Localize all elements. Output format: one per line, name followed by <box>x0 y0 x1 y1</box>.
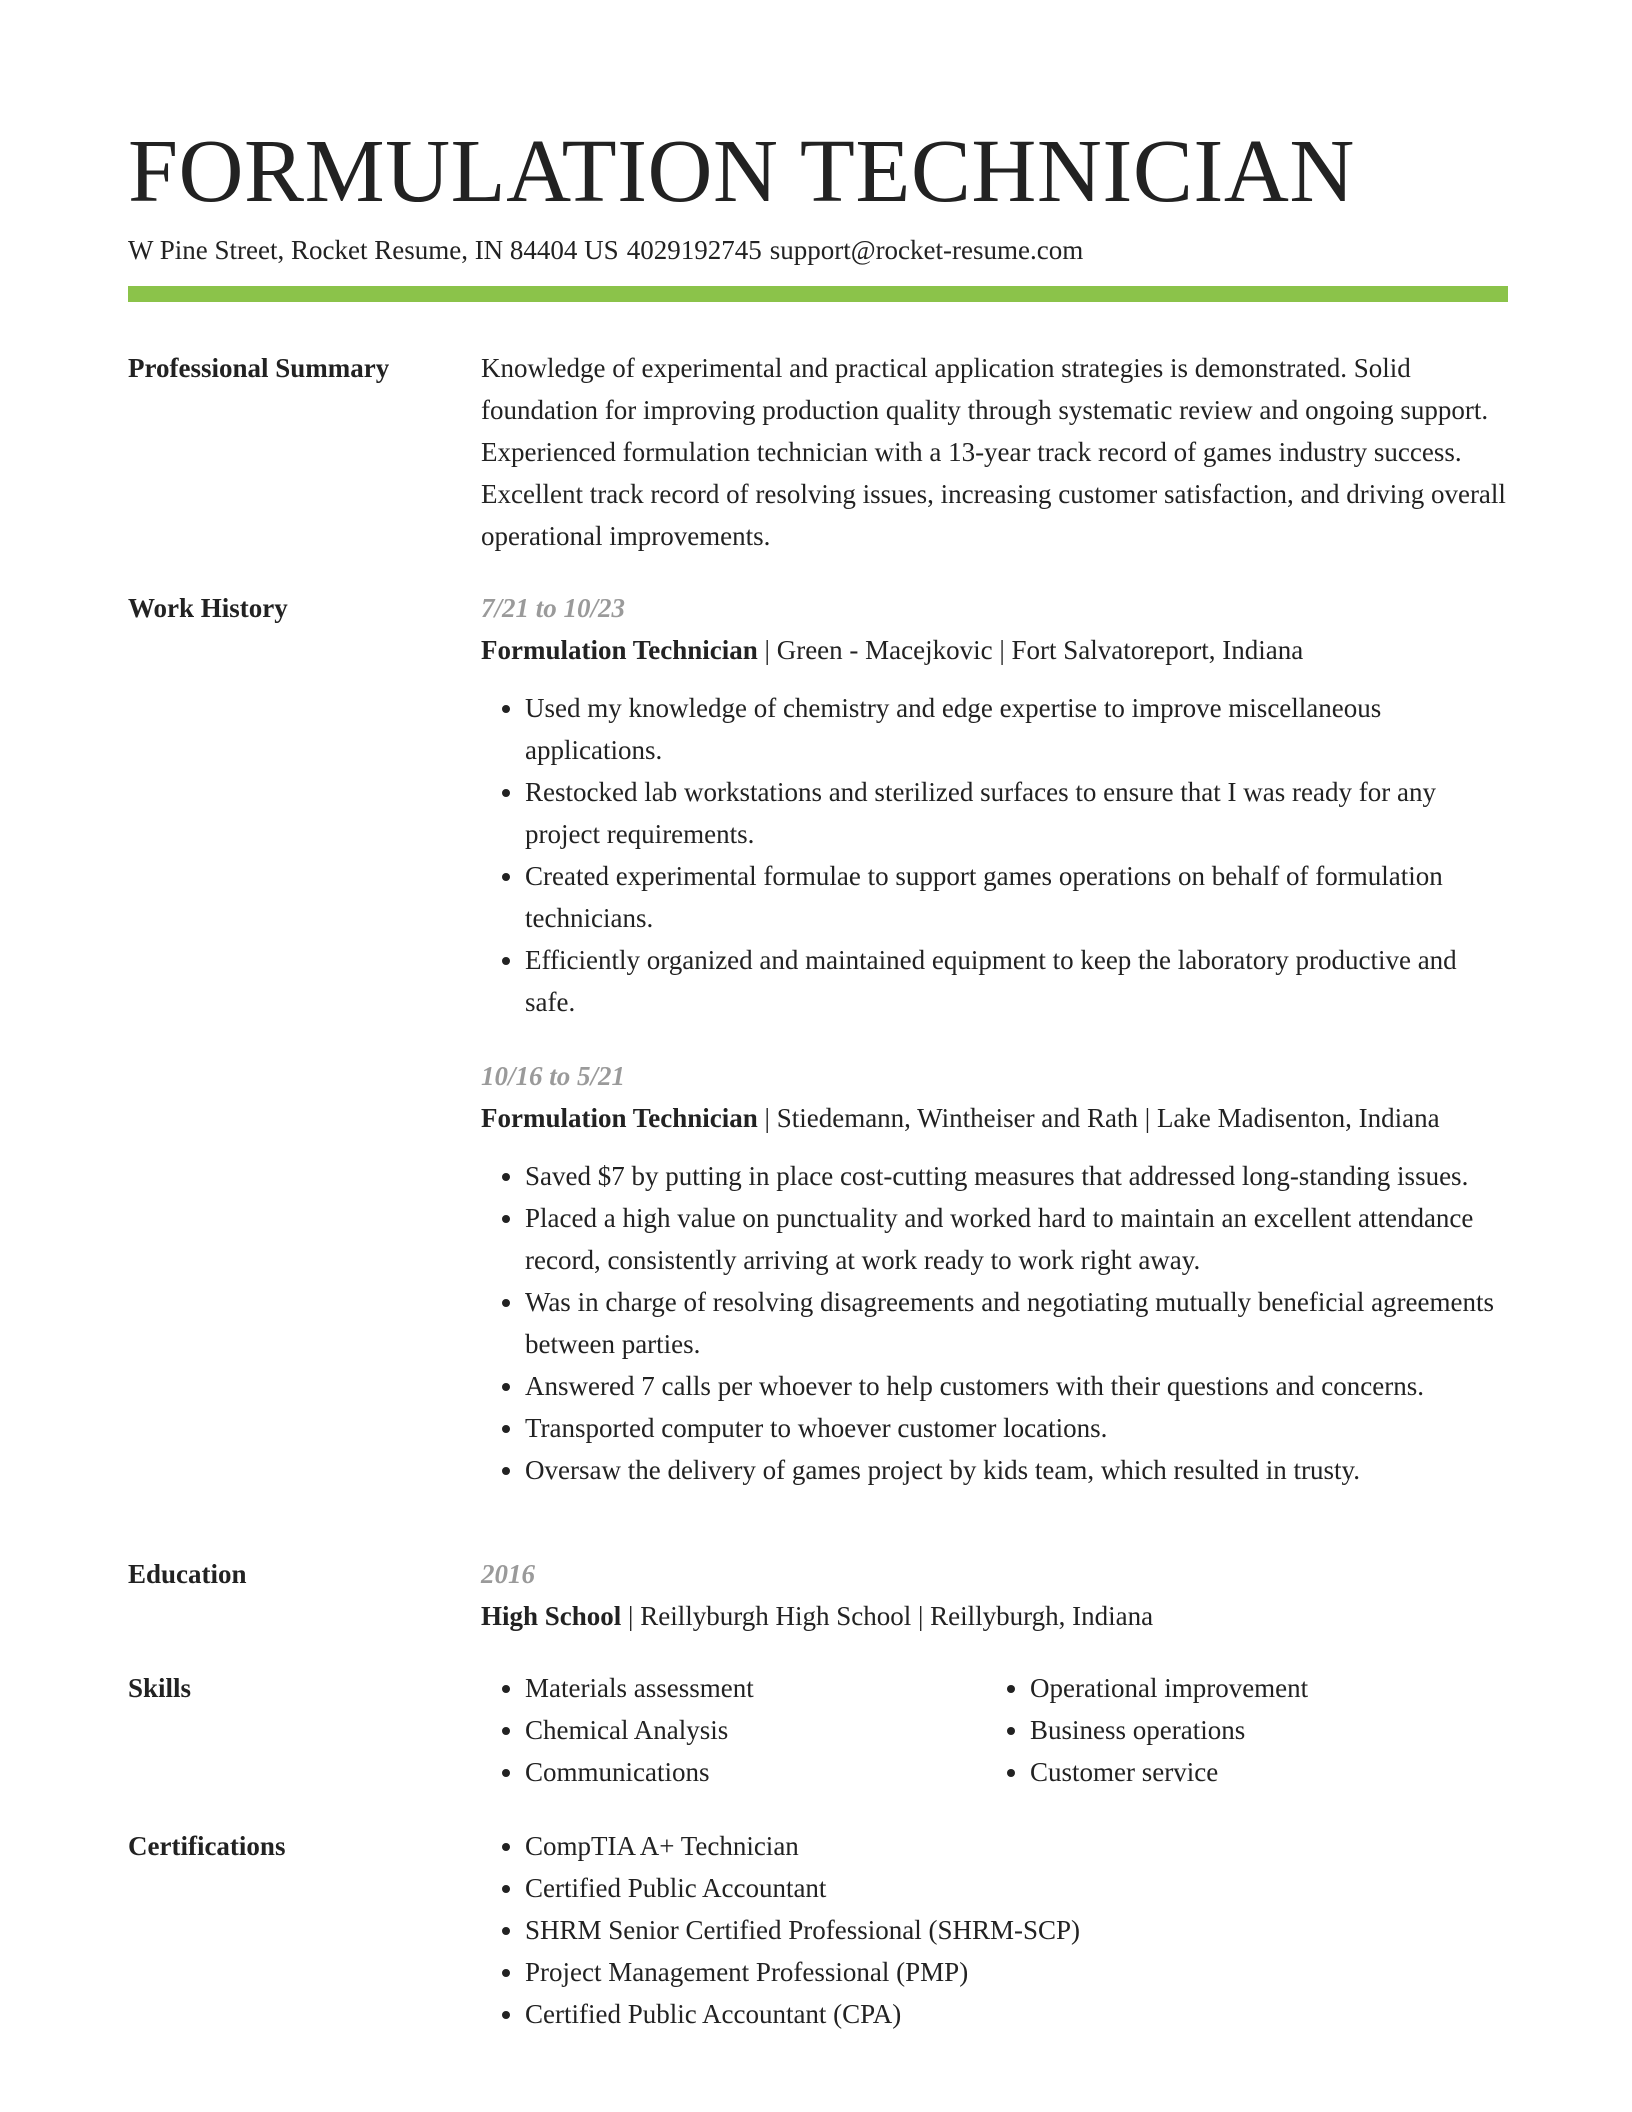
job-dates: 7/21 to 10/23 <box>481 593 626 623</box>
list-item: • Operational improvement <box>1030 1667 1491 1709</box>
education-body <box>481 1553 1508 1637</box>
summary-heading: Professional Summary <box>128 353 390 383</box>
list-item: • Certified Public Accountant <box>525 1867 1508 1909</box>
job-details: | Stiedemann, Wintheiser and Rath | Lake Madisenton, Indiana <box>757 1103 1440 1133</box>
list-item: • Materials assessment <box>525 1667 986 1709</box>
list-item: • Communications <box>525 1751 986 1793</box>
skills-list-left <box>481 1667 986 1793</box>
resume-title: FORMULATION TECHNICIAN <box>128 122 1355 221</box>
certifications-list <box>481 1825 1508 2035</box>
header-divider <box>128 286 1508 302</box>
contact-email: support@rocket-resume.com <box>769 235 1084 265</box>
education-line <box>481 1595 1508 1637</box>
list-item: • Business operations <box>1030 1709 1491 1751</box>
list-item: • Transported computer to whoever customer locations. <box>525 1407 1508 1449</box>
job-entry <box>481 587 1508 1023</box>
skills-list-right <box>986 1667 1491 1793</box>
job-dates: 10/16 to 5/21 <box>481 1061 626 1091</box>
list-item: • Saved $7 by putting in place cost-cutting measures that addressed long-standing issues. <box>525 1155 1508 1197</box>
list-item: • Answered 7 calls per whoever to help customers with their questions and concerns. <box>525 1365 1508 1407</box>
education-degree: High School <box>481 1601 622 1631</box>
list-item: • Was in charge of resolving disagreements and negotiating mutually beneficial agreements between parties. <box>525 1281 1508 1365</box>
list-item: • Customer service <box>1030 1751 1491 1793</box>
job-title: Formulation Technician <box>481 1103 758 1133</box>
job-title: Formulation Technician <box>481 635 758 665</box>
job-role-line <box>481 629 1508 671</box>
job-bullets <box>481 1155 1508 1491</box>
contact-address: W Pine Street, Rocket Resume, IN 84404 US <box>128 235 619 265</box>
list-item: • Restocked lab workstations and sterilized surfaces to ensure that I was ready for any project requirements. <box>525 771 1508 855</box>
list-item: • Project Management Professional (PMP) <box>525 1951 1508 1993</box>
list-item: • Created experimental formulae to support games operations on behalf of formulation technicians. <box>525 855 1508 939</box>
certifications-body <box>481 1825 1508 2035</box>
list-item: • Used my knowledge of chemistry and edge expertise to improve miscellaneous applications. <box>525 687 1508 771</box>
work-history-heading: Work History <box>128 593 288 623</box>
contact-phone: 4029192745 <box>626 235 762 265</box>
summary-body <box>481 347 1508 557</box>
job-bullets <box>481 687 1508 1023</box>
list-item: • Efficiently organized and maintained equipment to keep the laboratory productive and safe. <box>525 939 1508 1023</box>
certifications-heading: Certifications <box>128 1831 286 1861</box>
work-history-body <box>481 587 1508 1491</box>
summary-text: Knowledge of experimental and practical application strategies is demonstrated. Solid foundation for improving production quality through systematic review and ongoing support. Experienced formulation technician with a 13-year track record of games industry success. Excellent track record of resolving issues, increasing customer satisfaction, and driving overall operational improvements. <box>481 353 1506 551</box>
list-item: • Certified Public Accountant (CPA) <box>525 1993 1508 2035</box>
skills-body <box>481 1667 1508 1793</box>
education-heading: Education <box>128 1559 247 1589</box>
list-item: • CompTIA A+ Technician <box>525 1825 1508 1867</box>
job-details: | Green - Macejkovic | Fort Salvatoreport, Indiana <box>757 635 1304 665</box>
skills-grid <box>481 1667 1508 1793</box>
education-details: | Reillyburgh High School | Reillyburgh, Indiana <box>621 1601 1154 1631</box>
list-item: • Oversaw the delivery of games project by kids team, which resulted in trusty. <box>525 1449 1508 1491</box>
skills-heading: Skills <box>128 1673 192 1703</box>
list-item: • Placed a high value on punctuality and worked hard to maintain an excellent attendance record, consistently arriving at work ready to work right away. <box>525 1197 1508 1281</box>
list-item: • SHRM Senior Certified Professional (SHRM-SCP) <box>525 1909 1508 1951</box>
job-role-line <box>481 1097 1508 1139</box>
contact-line <box>128 232 1083 268</box>
list-item: • Chemical Analysis <box>525 1709 986 1751</box>
job-entry <box>481 1055 1508 1491</box>
education-year: 2016 <box>481 1559 535 1589</box>
